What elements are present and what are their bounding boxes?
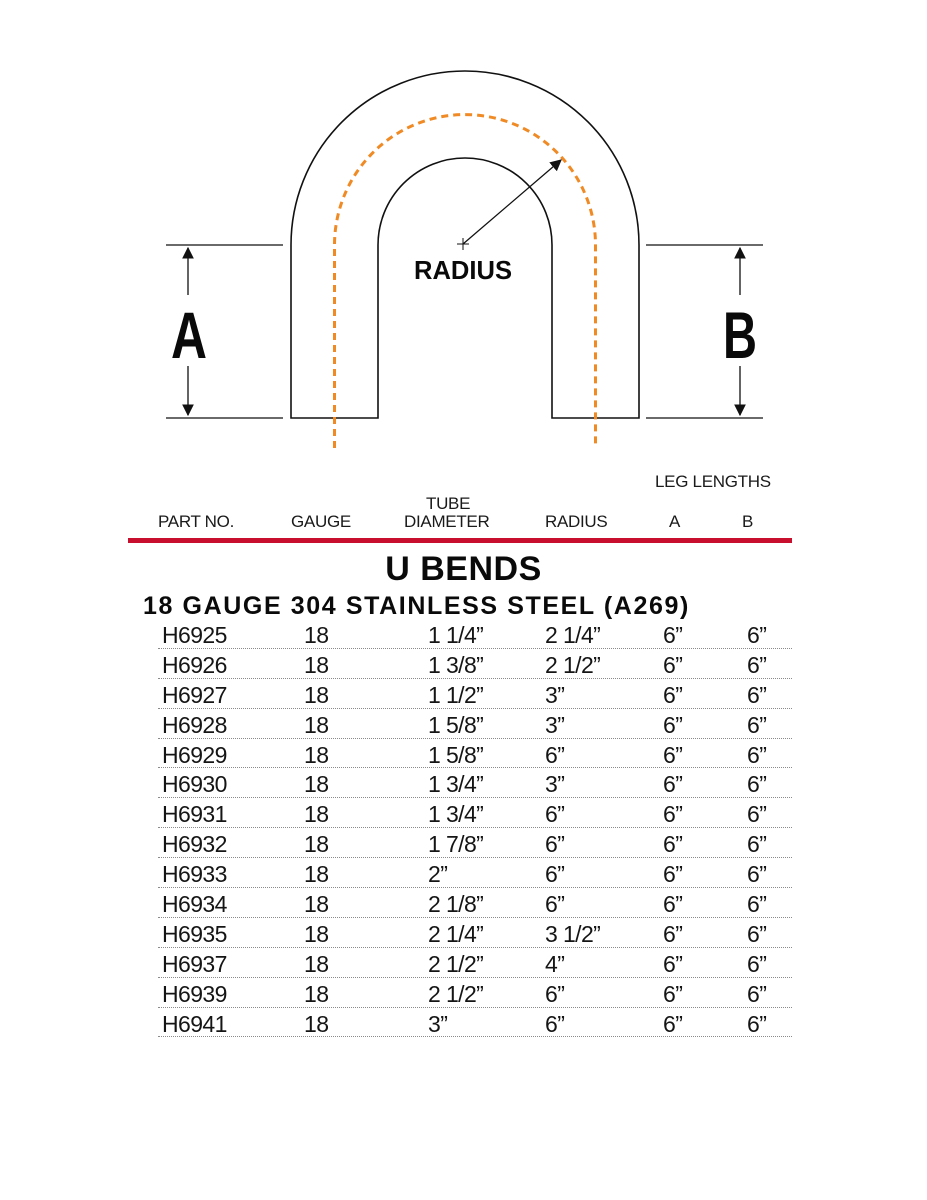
part-number-cell: H6934: [162, 891, 227, 918]
part-number-cell: H6932: [162, 831, 227, 858]
table-row: [158, 619, 792, 649]
table-row: [158, 948, 792, 978]
leg-b-cell: 6”: [747, 741, 767, 768]
gauge-cell: 18: [304, 801, 329, 828]
gauge-cell: 18: [304, 681, 329, 708]
radius-cell: 2 1/2”: [545, 651, 601, 678]
leg-a-cell: 6”: [663, 861, 683, 888]
part-number-cell: H6939: [162, 980, 227, 1007]
leg-a-cell: 6”: [663, 801, 683, 828]
table-row: [158, 888, 792, 918]
part-number-cell: H6935: [162, 920, 227, 947]
radius-cell: 4”: [545, 950, 565, 977]
gauge-cell: 18: [304, 920, 329, 947]
gauge-cell: 18: [304, 950, 329, 977]
header-part-no: PART NO.: [158, 512, 235, 531]
gauge-cell: 18: [304, 711, 329, 738]
header-gauge: GAUGE: [291, 512, 351, 531]
radius-cell: 6”: [545, 861, 565, 888]
gauge-cell: 18: [304, 980, 329, 1007]
table-row: [158, 679, 792, 709]
leg-a-cell: 6”: [663, 980, 683, 1007]
header-tube: TUBE: [426, 494, 471, 513]
leg-a-cell: 6”: [663, 891, 683, 918]
radius-cell: 6”: [545, 801, 565, 828]
u-bend-diagram: [0, 0, 927, 470]
leg-b-cell: 6”: [747, 711, 767, 738]
table-row: [158, 1008, 792, 1038]
table-row: [158, 918, 792, 948]
table-row: [158, 739, 792, 769]
leg-b-cell: 6”: [747, 831, 767, 858]
parts-table: [158, 619, 792, 1037]
part-number-cell: H6937: [162, 950, 227, 977]
table-row: [158, 828, 792, 858]
part-number-cell: H6925: [162, 622, 227, 648]
leg-b-cell: 6”: [747, 622, 767, 648]
header-leg-lengths: LEG LENGTHS: [655, 472, 771, 491]
table-row: [158, 978, 792, 1008]
tube-diameter-cell: 2”: [428, 861, 448, 888]
gauge-cell: 18: [304, 622, 329, 648]
radius-cell: 2 1/4”: [545, 622, 601, 648]
part-number-cell: H6928: [162, 711, 227, 738]
tube-diameter-cell: 2 1/2”: [428, 980, 484, 1007]
leg-b-label: B: [723, 298, 757, 372]
radius-cell: 6”: [545, 1010, 565, 1037]
gauge-cell: 18: [304, 861, 329, 888]
section-title: U BENDS: [385, 550, 542, 588]
header-diameter: DIAMETER: [404, 512, 490, 531]
leg-a-cell: 6”: [663, 651, 683, 678]
gauge-cell: 18: [304, 1010, 329, 1037]
table-row: [158, 798, 792, 828]
leg-a-cell: 6”: [663, 831, 683, 858]
part-number-cell: H6933: [162, 861, 227, 888]
leg-b-cell: 6”: [747, 861, 767, 888]
leg-a-cell: 6”: [663, 711, 683, 738]
radius-cell: 6”: [545, 980, 565, 1007]
leg-b-cell: 6”: [747, 771, 767, 798]
leg-a-cell: 6”: [663, 950, 683, 977]
leg-b-cell: 6”: [747, 1010, 767, 1037]
table-row: [158, 649, 792, 679]
table-row: [158, 858, 792, 888]
tube-diameter-cell: 2 1/2”: [428, 950, 484, 977]
leg-a-cell: 6”: [663, 741, 683, 768]
leg-a-label: A: [171, 298, 207, 372]
tube-diameter-cell: 1 7/8”: [428, 831, 484, 858]
tube-diameter-cell: 1 1/4”: [428, 622, 484, 648]
part-number-cell: H6941: [162, 1010, 227, 1037]
radius-cell: 3”: [545, 681, 565, 708]
gauge-cell: 18: [304, 741, 329, 768]
tube-diameter-cell: 2 1/4”: [428, 920, 484, 947]
header-leg-a: A: [669, 512, 681, 531]
part-number-cell: H6931: [162, 801, 227, 828]
tube-diameter-cell: 1 5/8”: [428, 741, 484, 768]
tube-diameter-cell: 1 3/4”: [428, 801, 484, 828]
leg-b-cell: 6”: [747, 980, 767, 1007]
tube-diameter-cell: 1 3/4”: [428, 771, 484, 798]
table-row: [158, 709, 792, 739]
radius-cell: 6”: [545, 741, 565, 768]
tube-diameter-cell: 3”: [428, 1010, 448, 1037]
part-number-cell: H6929: [162, 741, 227, 768]
leg-a-cell: 6”: [663, 681, 683, 708]
header-leg-b: B: [742, 512, 754, 531]
gauge-cell: 18: [304, 651, 329, 678]
leg-a-cell: 6”: [663, 771, 683, 798]
section-subtitle: 18 GAUGE 304 STAINLESS STEEL (A269): [143, 592, 690, 620]
gauge-cell: 18: [304, 771, 329, 798]
radius-cell: 6”: [545, 891, 565, 918]
gauge-cell: 18: [304, 831, 329, 858]
radius-cell: 3”: [545, 711, 565, 738]
leg-a-cell: 6”: [663, 622, 683, 648]
radius-cell: 6”: [545, 831, 565, 858]
leg-b-cell: 6”: [747, 891, 767, 918]
leg-b-cell: 6”: [747, 801, 767, 828]
part-number-cell: H6930: [162, 771, 227, 798]
leg-a-cell: 6”: [663, 920, 683, 947]
header-radius: RADIUS: [545, 512, 608, 531]
tube-diameter-cell: 2 1/8”: [428, 891, 484, 918]
tube-diameter-cell: 1 3/8”: [428, 651, 484, 678]
radius-label: RADIUS: [414, 255, 512, 285]
gauge-cell: 18: [304, 891, 329, 918]
header-rule: [128, 538, 792, 543]
table-row: [158, 768, 792, 798]
leg-a-cell: 6”: [663, 1010, 683, 1037]
leg-b-cell: 6”: [747, 920, 767, 947]
leg-b-cell: 6”: [747, 950, 767, 977]
part-number-cell: H6926: [162, 651, 227, 678]
radius-cell: 3 1/2”: [545, 920, 601, 947]
leg-b-cell: 6”: [747, 681, 767, 708]
tube-diameter-cell: 1 1/2”: [428, 681, 484, 708]
tube-diameter-cell: 1 5/8”: [428, 711, 484, 738]
part-number-cell: H6927: [162, 681, 227, 708]
radius-cell: 3”: [545, 771, 565, 798]
leg-b-cell: 6”: [747, 651, 767, 678]
